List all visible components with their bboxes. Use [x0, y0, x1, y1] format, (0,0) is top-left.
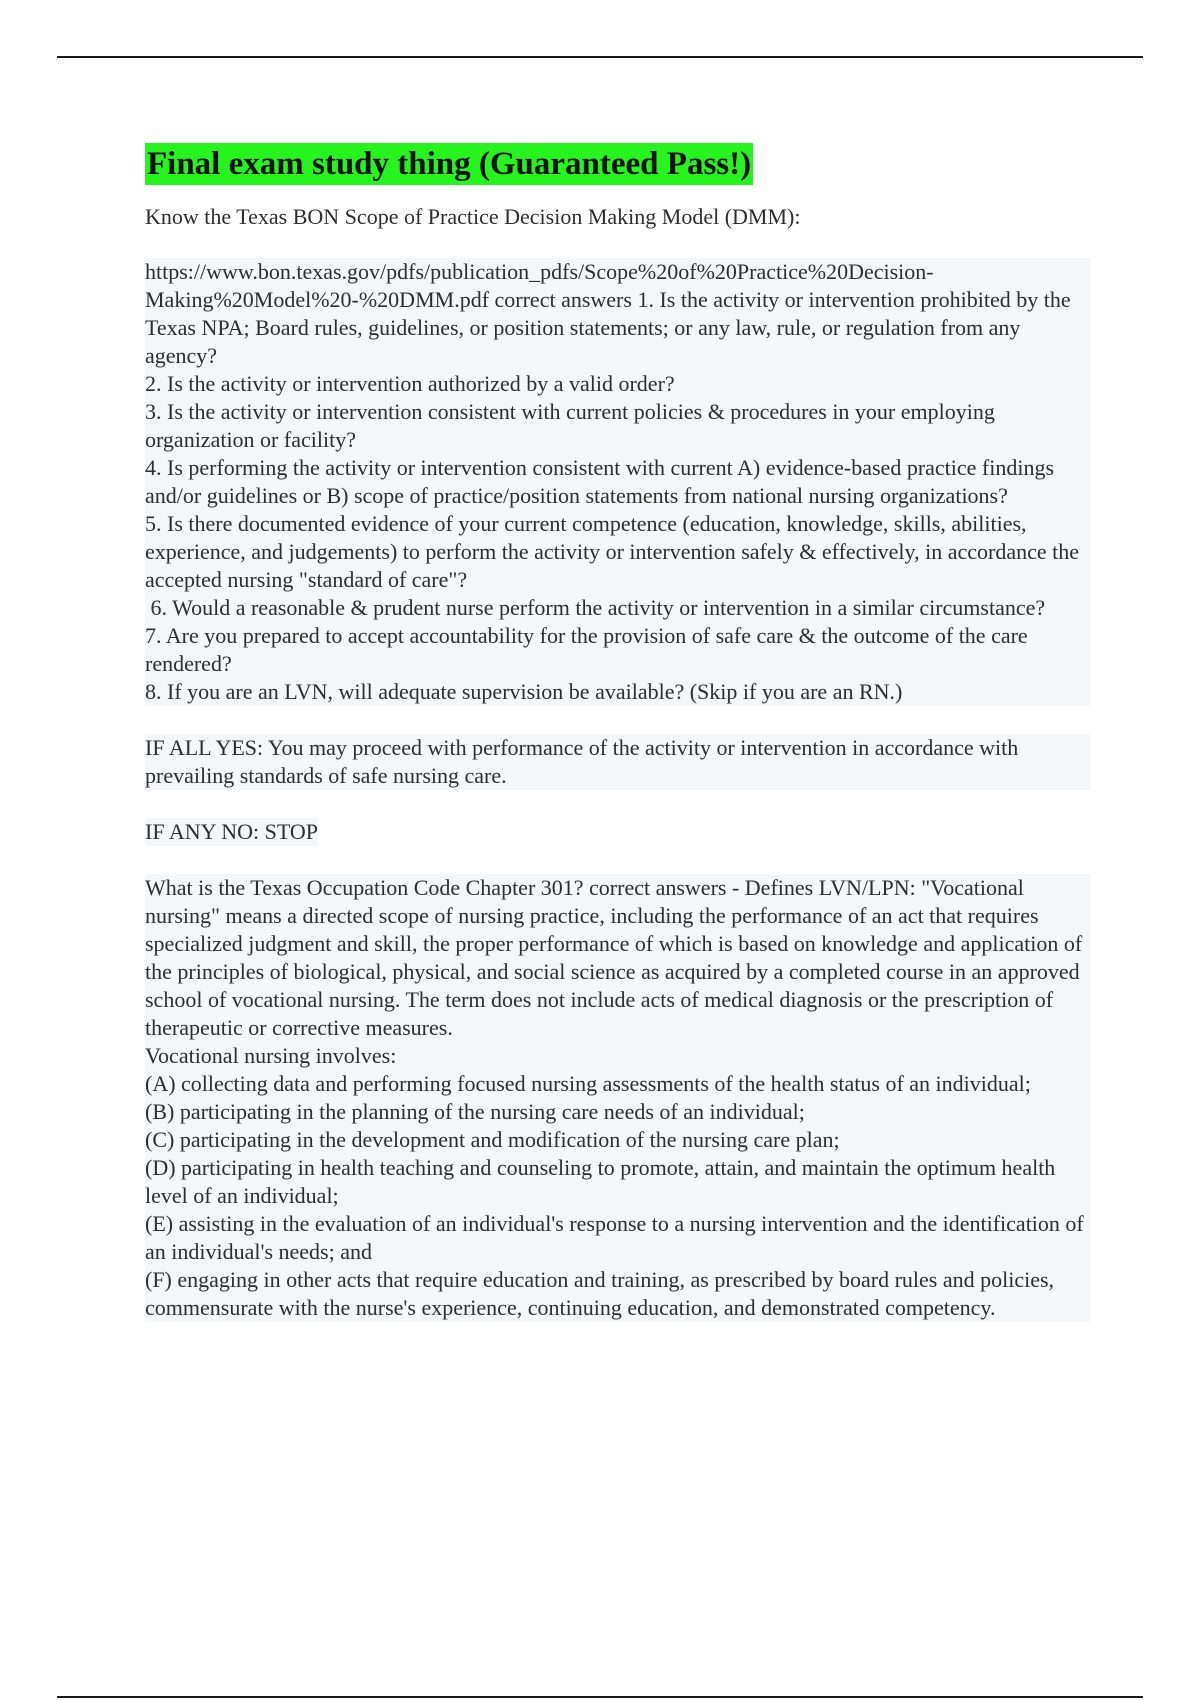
- dmm-item: 7. Are you prepared to accept accountability for the provision of safe care & the outcome of the care rendered?: [145, 623, 1028, 676]
- dmm-item: 3. Is the activity or intervention consistent with current policies & procedures in your employing organization or facility?: [145, 399, 995, 452]
- dmm-item: 4. Is performing the activity or intervention consistent with current A) evidence-based practice findings and/or guidelines or B) scope of practice/position statements from national nursing organizations?: [145, 455, 1055, 508]
- dmm-question-block: [145, 258, 1090, 706]
- if-all-yes-text: IF ALL YES: You may proceed with performance of the activity or intervention in accordance with prevailing standards of safe nursing care.: [145, 735, 1019, 788]
- dmm-item: 5. Is there documented evidence of your current competence (education, knowledge, skills, abilities, experience, and judgements) to perform the activity or intervention safely & effectively, in accordance the accepted nursing "standard of care"?: [145, 511, 1080, 592]
- if-all-yes-block: [145, 734, 1090, 790]
- chapter-item: (F) engaging in other acts that require education and training, as prescribed by board rules and policies, commensurate with the nurse's experience, continuing education, and demonstrated competency.: [145, 1267, 1055, 1320]
- dmm-item: 8. If you are an LVN, will adequate supervision be available? (Skip if you are an RN.): [145, 679, 903, 704]
- document-body: [145, 143, 1090, 1322]
- if-any-no-text: IF ANY NO: STOP: [145, 819, 318, 844]
- dmm-item: 6. Would a reasonable & prudent nurse perform the activity or intervention in a similar circumstance?: [145, 595, 1046, 620]
- dmm-lead-text: https://www.bon.texas.gov/pdfs/publication_pdfs/Scope%20of%20Practice%20Decision-Making%20Model%20-%20DMM.pdf correct answers 1. Is the activity or intervention prohibited by the Texas NPA; Board rules, guidelines, or position statements; or any law, rule, or regulation from any agency?: [145, 259, 1071, 368]
- chapter-item: (B) participating in the planning of the nursing care needs of an individual;: [145, 1099, 805, 1124]
- chapter-item: (C) participating in the development and modification of the nursing care plan;: [145, 1127, 840, 1152]
- page-top-rule: [57, 56, 1143, 58]
- page-bottom-rule: [57, 1696, 1143, 1698]
- chapter-lead-text: What is the Texas Occupation Code Chapter 301? correct answers - Defines LVN/LPN: "Vocational nursing" means a directed scope of nursing practice, including the performance of an act that requires specialized judgment and skill, the proper performance of which is based on knowledge and application of the principles of biological, physical, and social science as acquired by a completed course in an approved school of vocational nursing. The term does not include acts of medical diagnosis or the prescription of therapeutic or corrective measures.: [145, 875, 1083, 1040]
- intro-paragraph: Know the Texas BON Scope of Practice Decision Making Model (DMM):: [145, 204, 801, 229]
- chapter-item: (A) collecting data and performing focused nursing assessments of the health status of an individual;: [145, 1071, 1031, 1096]
- dmm-item: 2. Is the activity or intervention authorized by a valid order?: [145, 371, 675, 396]
- chapter-involves-text: Vocational nursing involves:: [145, 1043, 397, 1068]
- document-title: Final exam study thing (Guaranteed Pass!): [145, 143, 753, 185]
- chapter-301-block: [145, 874, 1090, 1322]
- if-any-no-block: [145, 818, 318, 846]
- chapter-item: (D) participating in health teaching and counseling to promote, attain, and maintain the optimum health level of an individual;: [145, 1155, 1056, 1208]
- chapter-item: (E) assisting in the evaluation of an individual's response to a nursing intervention and the identification of an individual's needs; and: [145, 1211, 1084, 1264]
